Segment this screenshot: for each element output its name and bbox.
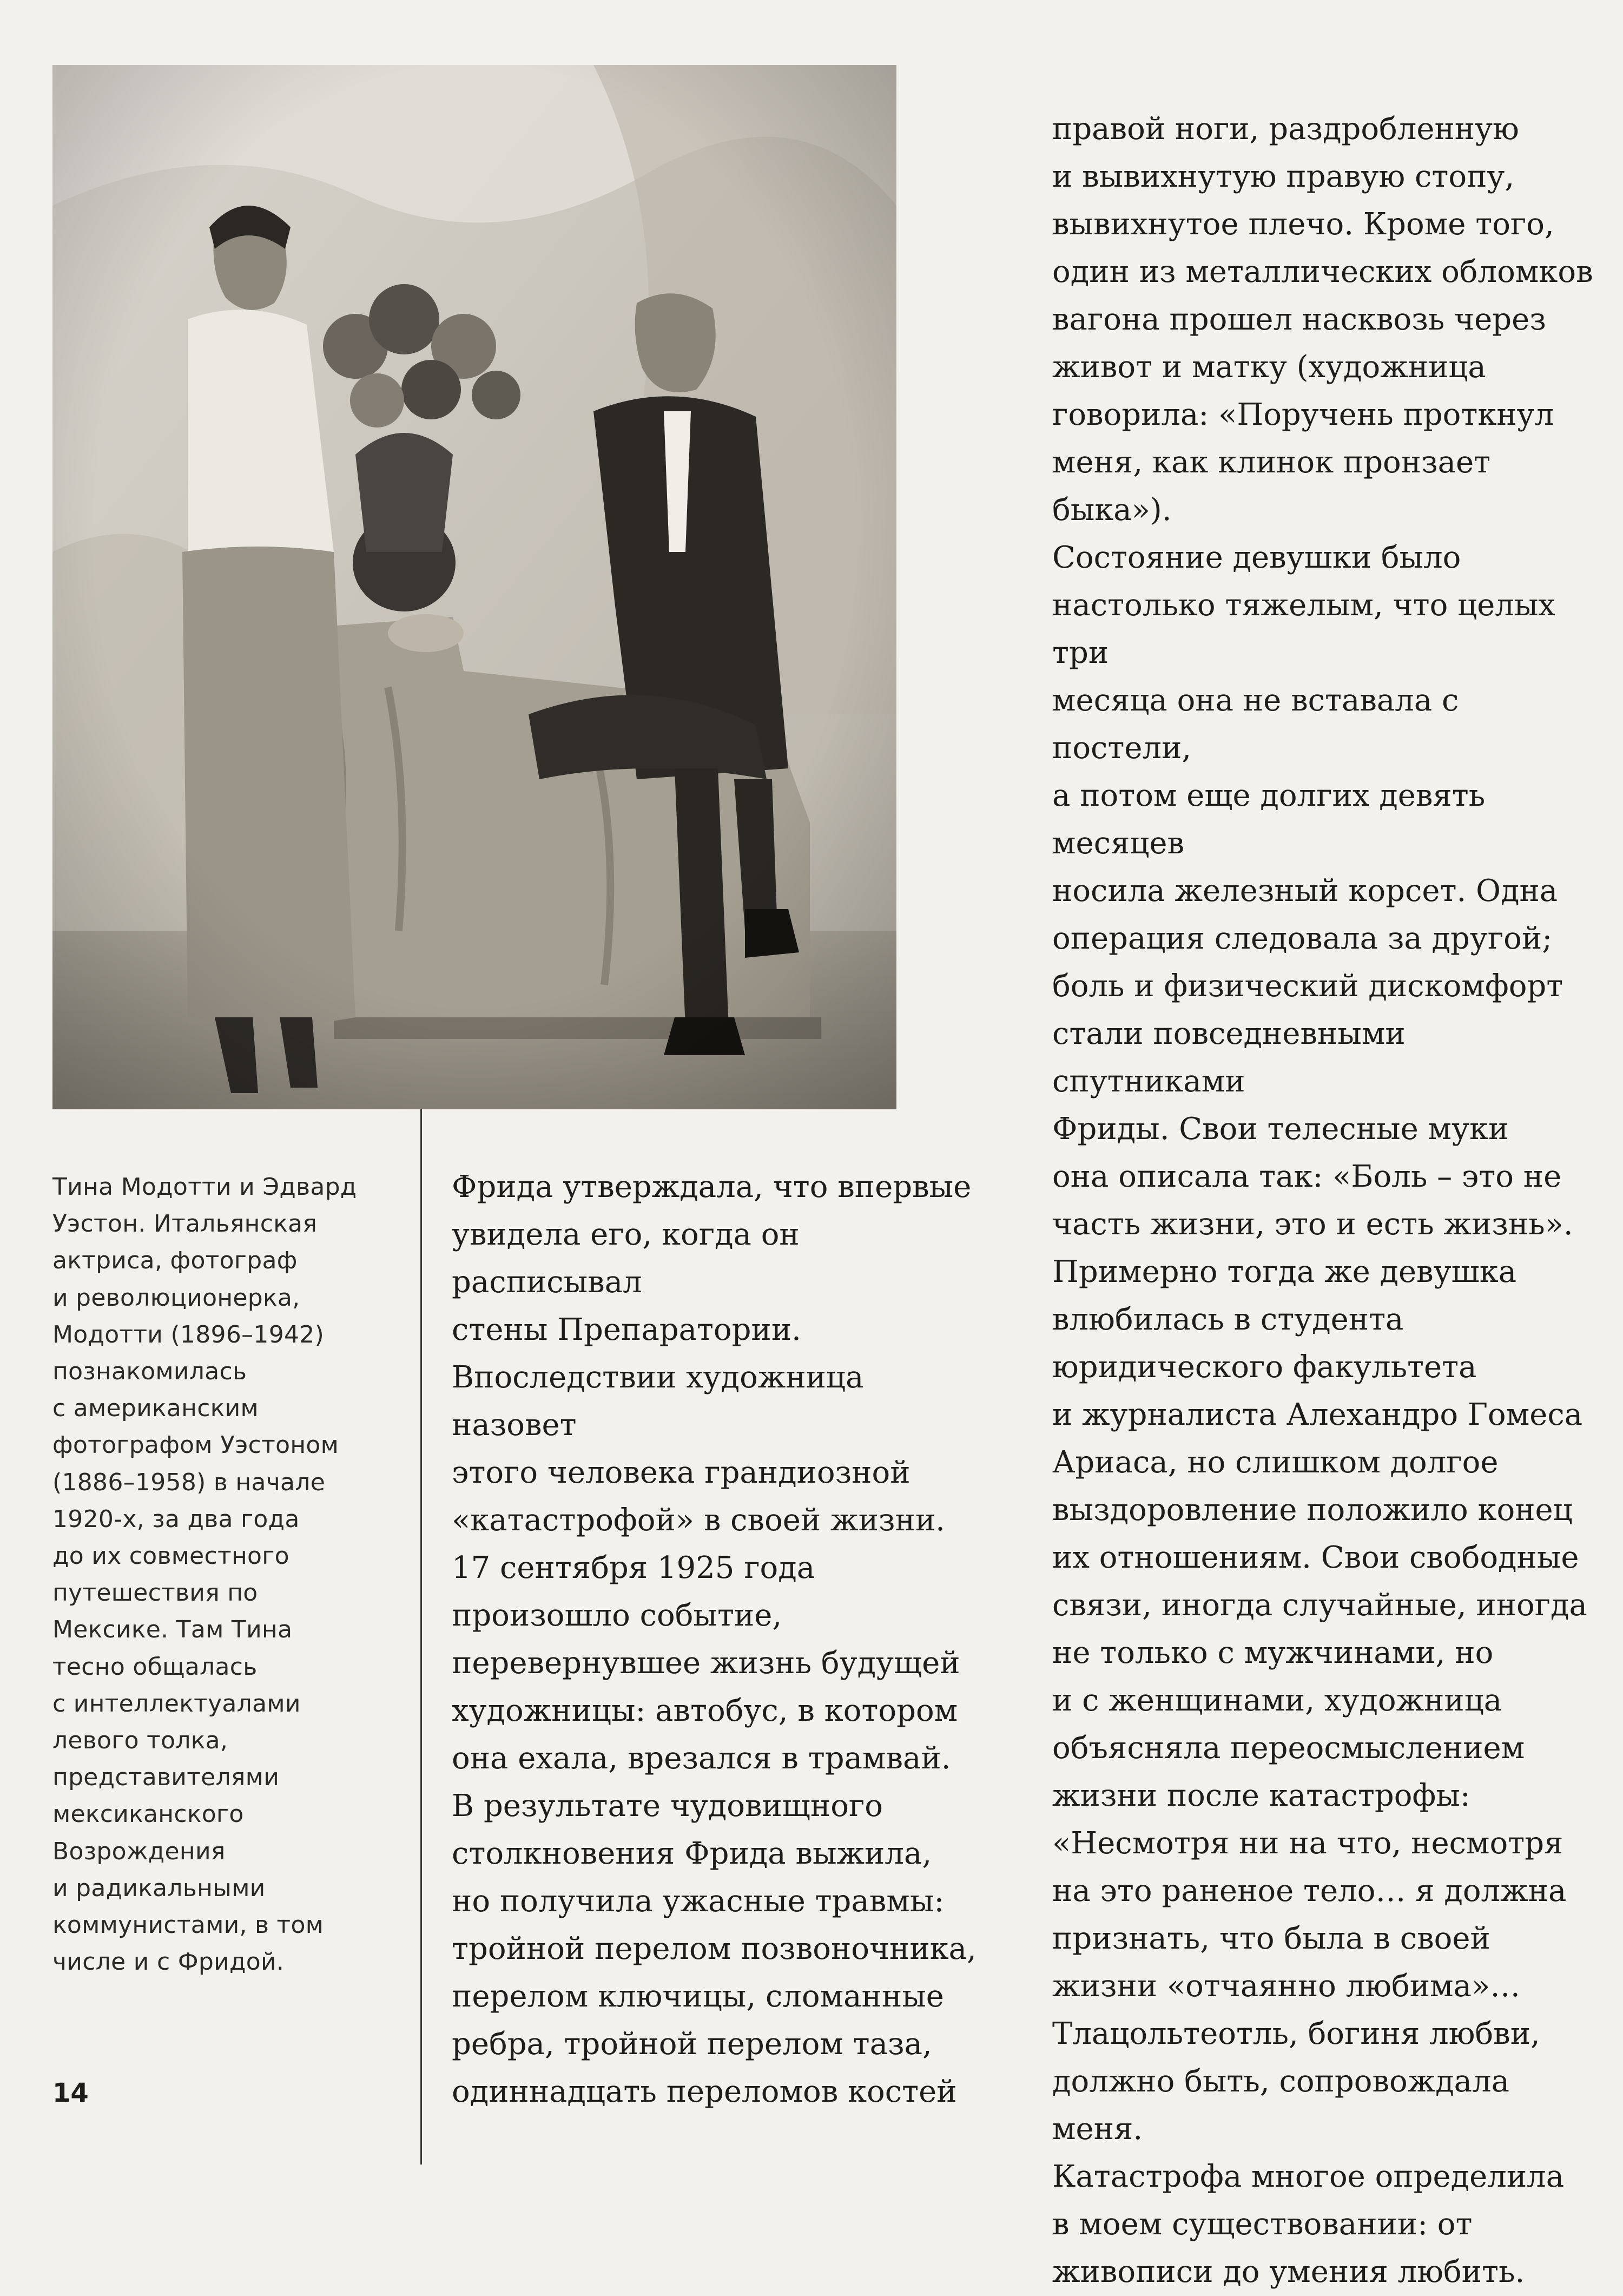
column-divider-top (420, 1109, 422, 1128)
photo-caption: Тина Модотти и Эдвард Уэстон. Итальянская актриса, фотограф и революционерка, Модотти (1896–1942) познакомилась с американским фотографом Уэстоном (1886–1958) в начале 1920-х, за два года до их совместного путешествия по Мексике. Там Тина тесно общалась с интеллектуалами левого толка, представителями мексиканского Возрождения и радикальными коммунистами, в том числе и с Фридой. (52, 1173, 357, 1976)
page-number: 14 (52, 2078, 89, 2108)
historical-photograph (52, 65, 896, 1109)
body-text-right-column: правой ноги, раздробленную и вывихнутую правую стопу, вывихнутое плечо. Кроме того, один из металлических обломков вагона прошел насквозь через живот и матку (художница говорила: «Поручень проткнул меня, как клинок пронзает быка»). Состояние девушки было настолько тяжелым, что целых три месяца она не вставала с постели, а потом еще долгих девять месяцев носила железный корсет. Одна операция следовала за другой; боль и физический дискомфорт стали повседневными спутниками Фриды. Свои телесные муки она описала так: «Боль – это не часть жизни, это и есть жизнь». Примерно тогда же девушка влюбилась в студента юридического факультета и журналиста Алехандро Гомеса Ариаса, но слишком долгое выздоровление положило конец их отношениям. Свои свободные связи, иногда случайные, иногда не только с мужчинами, но и с женщинами, художница объясняла переосмыслением жизни после катастрофы: «Несмотря ни на что, несмотря на это раненое тело… я должна признать, что была в своей жизни «отчаянно любима»… Тлацольтеотль, богиня любви, должно быть, сопровождала меня. Катастрофа многое определила в моем существовании: от живописи до умения любить. (1052, 111, 1593, 2290)
column-divider (420, 1128, 422, 2165)
photo-illustration (52, 65, 896, 1109)
body-text-middle-column: Фрида утверждала, что впервые увидела его, когда он расписывал стены Препаратории. Впоследствии художница назовет этого человека грандиозной «катастрофой» в своей жизни. 17 сентября 1925 года произошло событие, перевернувшее жизнь будущей художницы: автобус, в котором она ехала, врезался в трамвай. В результате чудовищного столкновения Фрида выжила, но получила ужасные травмы: тройной перелом позвоночника, перелом ключицы, сломанные ребра, тройной перелом таза, одиннадцать переломов костей (452, 1169, 977, 2109)
